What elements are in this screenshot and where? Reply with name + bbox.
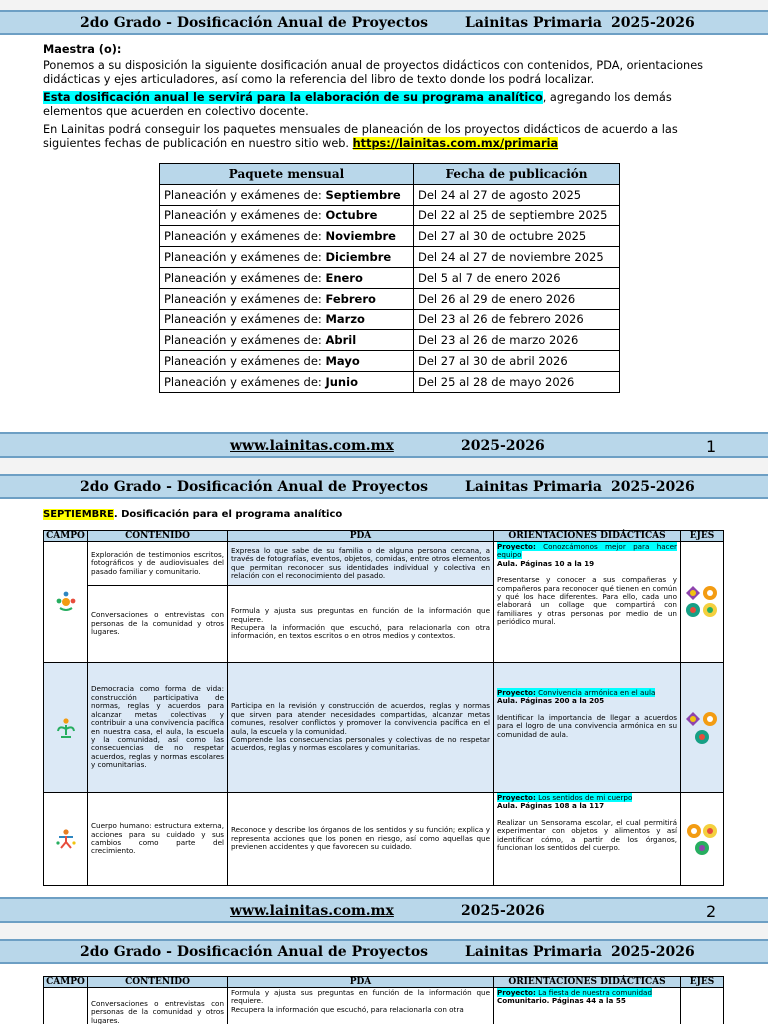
pda-cell: Formula y ajusta sus preguntas en función de la información que requiere. Recupera la información que escuchó, para relacionarla con otra información, en textos escritos o en otros medios y contextos.: [228, 586, 494, 663]
package-date-cell: Del 5 al 7 de enero 2026: [414, 267, 620, 288]
contenido-cell: Cuerpo humano: estructura externa, acciones para su cuidado y sus cambios como parte del crecimiento.: [88, 793, 228, 886]
greeting: Maestra (o):: [43, 43, 122, 56]
package-date-cell: Del 27 al 30 de abril 2026: [414, 351, 620, 372]
col-ejes: EJES: [681, 531, 724, 542]
package-date-cell: Del 25 al 28 de mayo 2026: [414, 371, 620, 392]
pda-cell: Participa en la revisión y construcción de acuerdos, reglas y normas que sirven para atender necesidades compartidas, alcanzar metas comunes, resolver conflictos y promover la convivencia pacífica en el aula, la escuela y la comunidad. Comprende las consecuencias personales y colectivas de no respetar acuerdos, reglas y normas escolares y comunitarias.: [228, 663, 494, 793]
intro: [43, 43, 733, 151]
campo-cell: [44, 663, 88, 793]
package-name-cell: Planeación y exámenes de: Septiembre: [160, 184, 414, 205]
orientaciones-cell: Proyecto: Los sentidos de mi cuerpo Aula. Páginas 108 a la 117 Realizar un Sensorama escolar, el cual permitirá experimentar con objetos y alimentos y así identificar cómo, a partir de los órganos, funcionan los sentidos del cuerpo.: [494, 793, 681, 886]
contenido-cell: Democracia como forma de vida: construcción participativa de normas, reglas y acuerdos para alcanzar metas colectivas y contribuir a una convivencia pacífica en nuestra casa, el aula, la escuela y la comunidad, así como las consecuencias de no respetar acuerdos, reglas y normas escolares y comunitarias.: [88, 663, 228, 793]
package-date-cell: Del 26 al 29 de enero 2026: [414, 288, 620, 309]
package-row: [160, 226, 620, 247]
campo-cell: [44, 988, 88, 1024]
community-icon: [47, 591, 84, 613]
package-row: [160, 247, 620, 268]
page-header: [0, 10, 768, 35]
package-date-cell: Del 22 al 25 de septiembre 2025: [414, 205, 620, 226]
orientaciones-cell: Proyecto: Conozcámonos mejor para hacer equipo Aula. Páginas 10 a la 19 Presentarse y conocer a sus compañeras y compañeros para reconocer qué tienen en común y qué los hace diferentes. Para ello, cada uno elaborará un collage que compartirá con familiares y otras personas por medio de un periódico mural.: [494, 542, 681, 663]
package-row: [160, 267, 620, 288]
package-date-cell: Del 27 al 30 de octubre 2025: [414, 226, 620, 247]
website-link[interactable]: https://lainitas.com.mx/primaria: [352, 137, 559, 150]
col-contenido: CONTENIDO: [88, 531, 228, 542]
person-plant-icon: [47, 717, 84, 739]
ejes-icon: [684, 584, 720, 620]
col-pda: PDA: [228, 531, 494, 542]
ejes-cell: [681, 663, 724, 793]
package-name-cell: Planeación y exámenes de: Noviembre: [160, 226, 414, 247]
contenido-cell: Exploración de testimonios escritos, fotográficos y de audiovisuales del pasado familiar y comunitario.: [88, 542, 228, 586]
page-3: [0, 964, 768, 1024]
section-title: SEPTIEMBRE. Dosificación para el programa analítico: [43, 509, 343, 520]
package-name-cell: Planeación y exámenes de: Marzo: [160, 309, 414, 330]
page-header-3: 2do Grado - Dosificación Anual de Proyectos Lainitas Primaria 2025-2026: [0, 939, 768, 964]
package-date-cell: Del 24 al 27 de agosto 2025: [414, 184, 620, 205]
orientaciones-cell: Proyecto: La fiesta de nuestra comunidad Comunitario. Páginas 44 a la 55: [494, 988, 681, 1024]
page-number: 2: [706, 902, 717, 921]
package-row: [160, 309, 620, 330]
pda-cell: Reconoce y describe los órganos de los sentidos y su función; explica y representa acciones que los ponen en riesgo, así como aquellas que previenen accidentes y que favorecen su cuidado.: [228, 793, 494, 886]
ejes-icon: [684, 821, 720, 857]
ejes-cell: [681, 793, 724, 886]
package-name-cell: Planeación y exámenes de: Junio: [160, 371, 414, 392]
contenido-cell: Conversaciones o entrevistas con personas de la comunidad y otros lugares.: [88, 988, 228, 1024]
package-row: [160, 371, 620, 392]
footer-url[interactable]: www.lainitas.com.mx: [230, 438, 394, 454]
package-row: [160, 205, 620, 226]
package-row: [160, 184, 620, 205]
page-2: [0, 499, 768, 897]
human-body-icon: [47, 828, 84, 850]
page-1: [0, 35, 768, 432]
package-date-cell: Del 23 al 26 de febrero 2026: [414, 309, 620, 330]
page-footer-1: [0, 432, 768, 458]
page-footer-2: www.lainitas.com.mx 2025-2026 2: [0, 897, 768, 923]
highlight-text: Esta dosificación anual le servirá para la elaboración de su programa analítico: [43, 91, 543, 104]
intro-paragraph-3: En Lainitas podrá conseguir los paquetes mensuales de planeación de los proyectos didácticos de acuerdo a las siguientes fechas de publicación en nuestro sitio web. https://lainitas.com.mx/primaria: [43, 123, 678, 150]
intro-paragraph-1: Ponemos a su disposición la siguiente dosificación anual de proyectos didácticos con contenidos, PDA, orientaciones didácticas y ejes articuladores, así como la referencia del libro de texto donde los podrá localizar.: [43, 59, 704, 86]
ejes-icon: [684, 710, 720, 746]
package-row: [160, 330, 620, 351]
page-number: 1: [706, 437, 717, 456]
orientaciones-cell: Proyecto: Convivencia armónica en el aula Aula. Páginas 200 a la 205 Identificar la importancia de llegar a acuerdos para el logro de una convivencia armónica en su comunidad de aula.: [494, 663, 681, 793]
package-row: [160, 288, 620, 309]
package-date-cell: Del 23 al 26 de marzo 2026: [414, 330, 620, 351]
ejes-cell: [681, 542, 724, 663]
header-grade: 2do Grado - Dosificación Anual de Proyectos: [80, 14, 429, 31]
col-header-date: Fecha de publicación: [414, 164, 620, 185]
package-name-cell: Planeación y exámenes de: Diciembre: [160, 247, 414, 268]
plan-table-continued: CAMPO CONTENIDO PDA ORIENTACIONES DIDÁCTICAS EJES Conversaciones o entrevistas con personas de la comunidad y otros lugares. Formula y ajusta sus preguntas en función de la información que requiere. Recupera la información que escuchó, para relacionarla con otra Proyecto: La fiesta de nuestra comunidad Comunitario. Páginas 44 a la 55: [43, 976, 724, 1024]
header-year: 2025-2026: [611, 14, 695, 31]
pda-cell: Formula y ajusta sus preguntas en función de la información que requiere. Recupera la información que escuchó, para relacionarla con otra: [228, 988, 494, 1024]
header-school: Lainitas Primaria: [465, 14, 602, 31]
package-name-cell: Planeación y exámenes de: Enero: [160, 267, 414, 288]
pda-cell: Expresa lo que sabe de su familia o de alguna persona cercana, a través de fotografías, eventos, objetos, comidas, entre otros elementos que permitan reconocer sus identidades individual y colectiva en relación con el reconocimiento del pasado.: [228, 542, 494, 586]
campo-cell: [44, 542, 88, 663]
package-row: [160, 351, 620, 372]
page-header-2: 2do Grado - Dosificación Anual de Proyectos Lainitas Primaria 2025-2026: [0, 474, 768, 499]
plan-table: [43, 530, 724, 886]
package-date-cell: Del 24 al 27 de noviembre 2025: [414, 247, 620, 268]
col-campo: CAMPO: [44, 531, 88, 542]
col-orientaciones: ORIENTACIONES DIDÁCTICAS: [494, 531, 681, 542]
contenido-cell: Conversaciones o entrevistas con personas de la comunidad y otros lugares.: [88, 586, 228, 663]
footer-year: 2025-2026: [461, 438, 545, 454]
col-header-package: Paquete mensual: [160, 164, 414, 185]
package-name-cell: Planeación y exámenes de: Octubre: [160, 205, 414, 226]
campo-cell: [44, 793, 88, 886]
ejes-cell: [681, 988, 724, 1024]
intro-paragraph-2: Esta dosificación anual le servirá para la elaboración de su programa analítico, agregando los demás elementos que acuerden en colectivo docente.: [43, 91, 672, 118]
package-name-cell: Planeación y exámenes de: Febrero: [160, 288, 414, 309]
package-name-cell: Planeación y exámenes de: Abril: [160, 330, 414, 351]
package-name-cell: Planeación y exámenes de: Mayo: [160, 351, 414, 372]
packages-table: [159, 163, 620, 393]
